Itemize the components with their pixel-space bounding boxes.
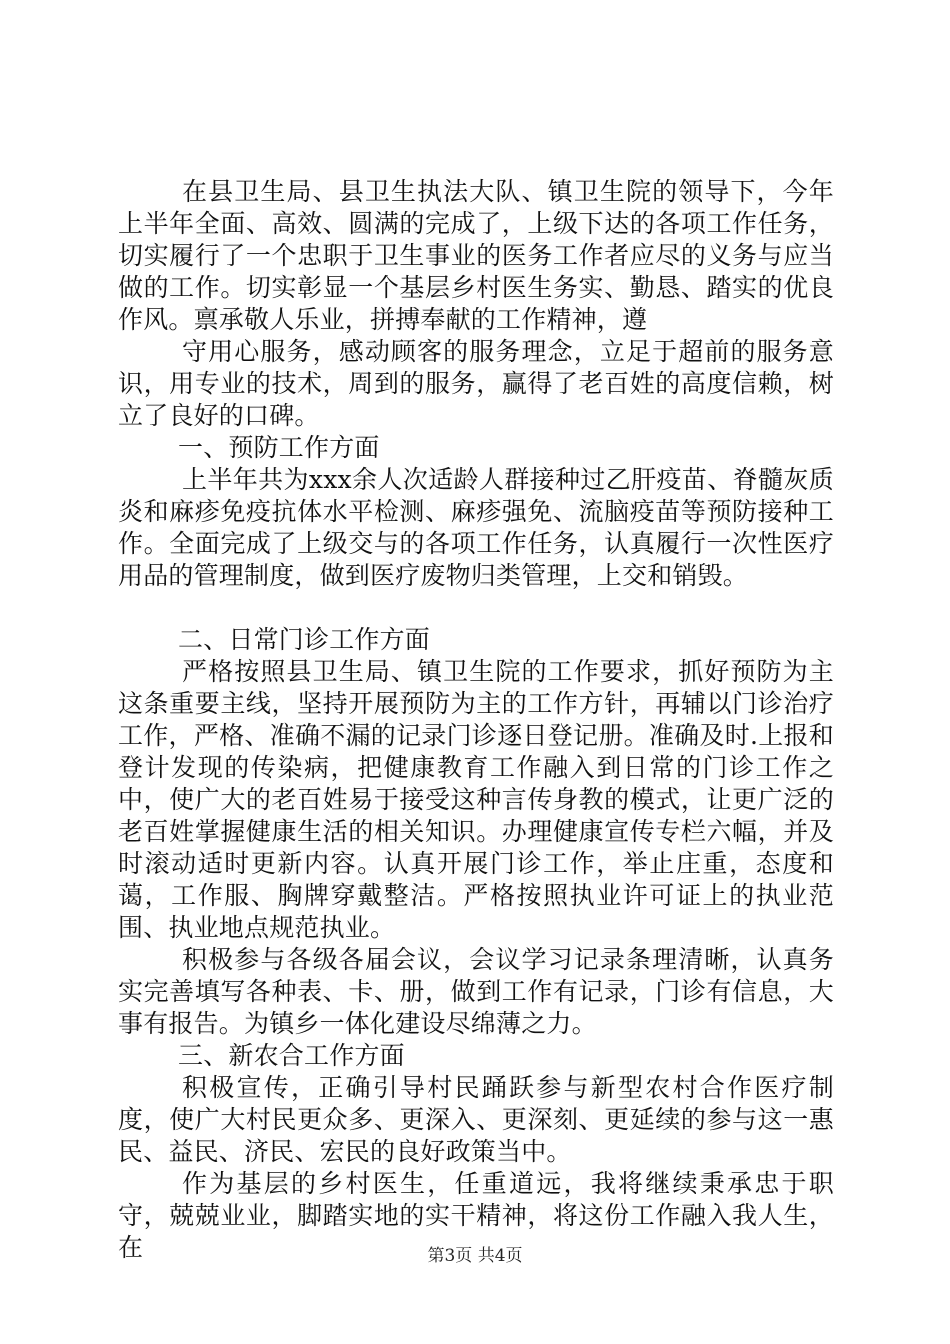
paragraph-cooperative: 积极宣传，正确引导村民踊跃参与新型农村合作医疗制度，使广大村民更众多、更深入、更深刻、更延续的参与这一惠民、益民、济民、宏民的良好政策当中。 xyxy=(118,1073,834,1166)
document-body xyxy=(118,176,834,1264)
page-number-footer: 第3页 共4页 xyxy=(427,1246,523,1266)
paragraph-prevention: 上半年共为xxx余人次适龄人群接种过乙肝疫苗、脊髓灰质炎和麻疹免疫抗体水平检测、麻疹强免、流脑疫苗等预防接种工作。全面完成了上级交与的各项工作任务，认真履行一次性医疗用品的管理制度，做到医疗废物归类管理，上交和销毁。 xyxy=(118,465,834,590)
paragraph-service: 守用心服务，感动顾客的服务理念，立足于超前的服务意识，用专业的技术，周到的服务，赢得了老百姓的高度信赖，树立了良好的口碑。 xyxy=(118,337,834,430)
paragraph-intro: 在县卫生局、县卫生执法大队、镇卫生院的领导下，今年上半年全面、高效、圆满的完成了，上级下达的各项工作任务，切实履行了一个忠职于卫生事业的医务工作者应尽的义务与应当做的工作。切实彰显一个基层乡村医生务实、勤恳、踏实的优良作风。禀承敬人乐业，拼搏奉献的工作精神，遵 xyxy=(118,177,834,334)
paragraph-clinic: 严格按照县卫生局、镇卫生院的工作要求，抓好预防为主这条重要主线，坚持开展预防为主的工作方针，再辅以门诊治疗工作，严格、准确不漏的记录门诊逐日登记册。准确及时.上报和登计发现的传染病，把健康教育工作融入到日常的门诊工作之中，使广大的老百姓易于接受这种言传身教的模式，让更广泛的老百姓掌握健康生活的相关知识。办理健康宣传专栏六幅，并及时滚动适时更新内容。认真开展门诊工作，举止庄重，态度和蔼，工作服、胸牌穿戴整洁。严格按照执业许可证上的执业范围、执业地点规范执业。 xyxy=(118,657,834,942)
paragraph-closing: 作为基层的乡村医生，任重道远，我将继续秉承忠于职守，兢兢业业，脚踏实地的实干精神，将这份工作融入我人生，在 xyxy=(118,1169,834,1262)
paragraph-spacer xyxy=(118,592,834,624)
section-heading-prevention: 一、预防工作方面 xyxy=(178,433,380,462)
paragraph-meetings: 积极参与各级各届会议，会议学习记录条理清晰，认真务实完善填写各种表、卡、册，做到工作有记录，门诊有信息，大事有报告。为镇乡一体化建设尽绵薄之力。 xyxy=(118,945,834,1038)
section-heading-clinic: 二、日常门诊工作方面 xyxy=(178,625,431,654)
section-heading-cooperative: 三、新农合工作方面 xyxy=(178,1041,405,1070)
